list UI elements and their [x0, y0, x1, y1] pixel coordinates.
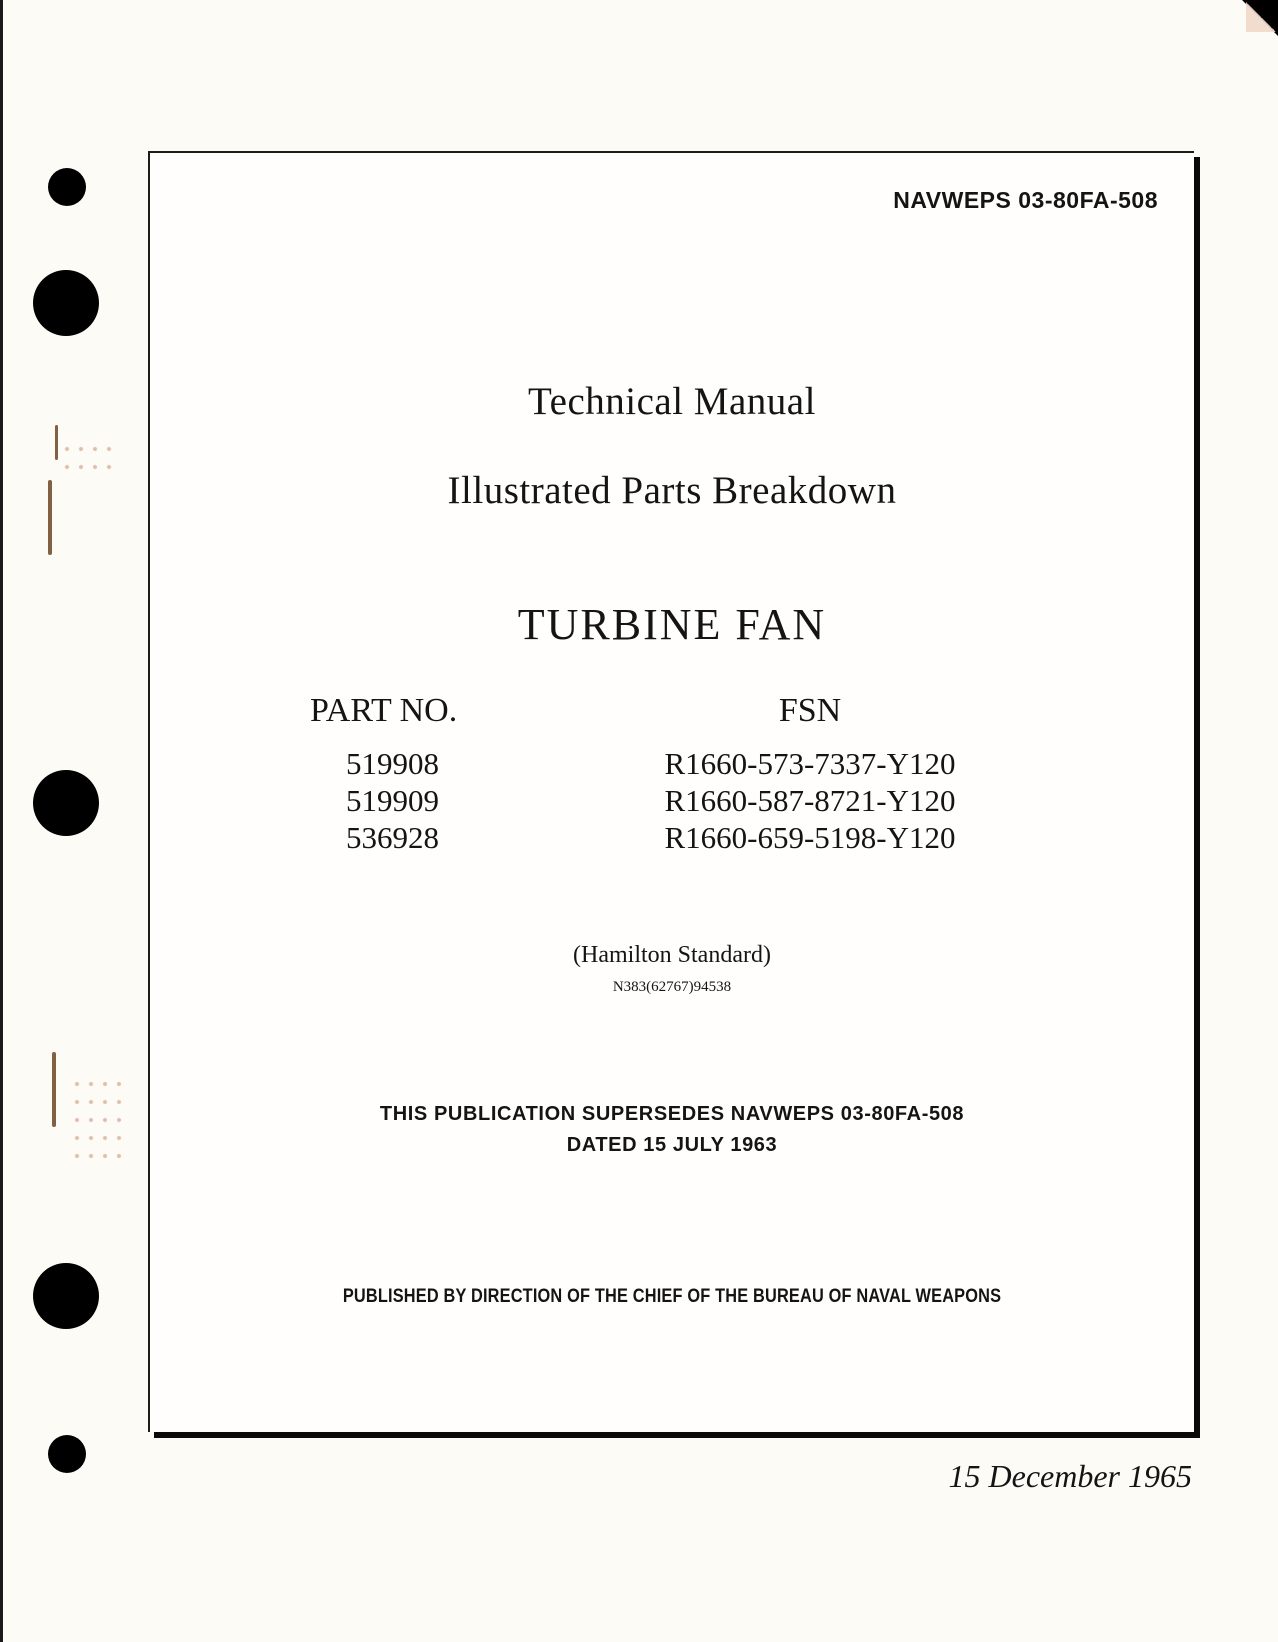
punch-hole-3	[33, 770, 99, 836]
supersedes-notice	[150, 1099, 1194, 1161]
fsn-value: R1660-659-5198-Y120	[664, 820, 956, 855]
page-edge-shadow	[0, 0, 3, 1642]
publication-number: NAVWEPS 03-80FA-508	[893, 187, 1158, 213]
staple-stain-3	[52, 1052, 56, 1127]
fsn-header: FSN	[778, 692, 842, 729]
publishing-authority: PUBLISHED BY DIRECTION OF THE CHIEF OF THE BUREAU OF NAVAL WEAPONS	[342, 1286, 1002, 1307]
staple-stain-1	[48, 480, 52, 555]
punch-hole-1	[48, 168, 86, 206]
corner-fold	[1246, 2, 1276, 32]
part-number: 519909	[346, 783, 439, 818]
supersedes-line-2: DATED 15 JULY 1963	[566, 1134, 778, 1156]
part-number-header: PART NO.	[310, 692, 458, 729]
fsn-value: R1660-573-7337-Y120	[664, 746, 956, 781]
part-number-column	[310, 689, 520, 856]
staple-stain-2	[55, 425, 58, 460]
manufacturer-name: (Hamilton Standard)	[573, 942, 771, 968]
rust-marks-2	[70, 1075, 130, 1165]
document-type: Technical Manual	[528, 380, 816, 423]
part-number: 536928	[346, 820, 439, 855]
supersedes-line-1: THIS PUBLICATION SUPERSEDES NAVWEPS 03-80FA-508	[379, 1103, 965, 1125]
punch-hole-5	[48, 1435, 86, 1473]
fsn-value: R1660-587-8721-Y120	[664, 783, 956, 818]
punch-hole-4	[33, 1263, 99, 1329]
equipment-title: TURBINE FAN	[517, 600, 827, 649]
issue-date: 15 December 1965	[948, 1458, 1192, 1494]
fsn-column	[610, 689, 1010, 856]
manufacturer-code: N383(62767)94538	[612, 979, 732, 995]
rust-marks-1	[60, 440, 120, 480]
part-number: 519908	[346, 746, 439, 781]
punch-hole-2	[33, 270, 99, 336]
cover-frame	[148, 151, 1194, 1432]
document-subtitle: Illustrated Parts Breakdown	[447, 469, 897, 512]
